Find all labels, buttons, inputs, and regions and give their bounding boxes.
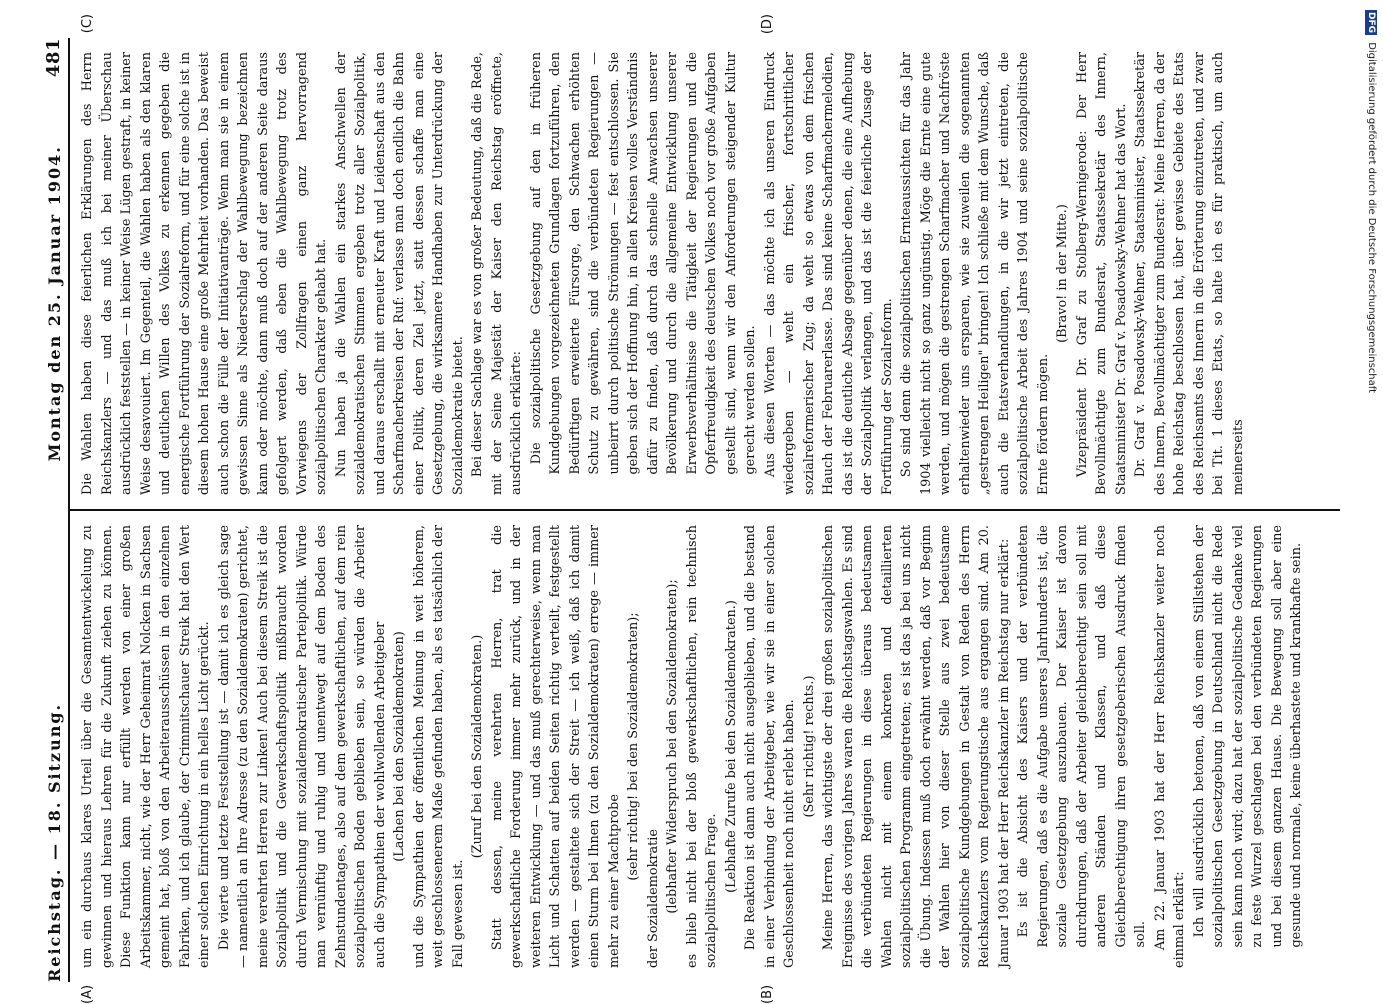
left-column [70,511,1340,982]
paragraph: So sind denn die sozialpolitischen Ernteaussichten für das Jahr 1904 vielleicht nicht so ganz ungünstig. Möge die Ernte eine gute werden, und mögen die gestrengen Scharfmacher und Nachfröste erhaltenwieder uns ersparen, wie sie zuweilen die sogenannten „gestrengen Heiligen" bringen! Ich schließe mit dem Wunsche, daß auch die Etatsverhandlungen, in die wir jetzt eintreten, die sozialpolitische Arbeit des Jahres 1904 und seine sozialpolitische Ernte fördern mögen. [899,52,1051,495]
interjection: (sehr richtig! bei den Sozialdemokraten); [626,612,641,881]
page-number: 481 [43,37,64,78]
session-date: Montag den 25. Januar 1904. [45,145,64,462]
interjection: (Lebhafte Zurufe bei den Sozialdemokraten.) [723,600,739,893]
paragraph: Die Wahlen haben diese feierlichen Erklärungen des Herrn Reichskanzlers — und das muß ich bei meiner Überschau ausdrücklich feststellen — in keiner Weise Lügen gestraft, in keiner Weise desavouiert. Im Gegenteil, die Wahlen haben als den klaren und deutlichen Willen des Volkes zu erkennen gegeben die energische Fortführung der Sozialreform, und für eine solche ist in diesem hohen Hause eine große Mehrheit vorhanden. Das beweist auch schon die Fülle der Initiativanträge. Wenn man sie in einem gewissen Sinne als Niederschlag der Wahlbewegung bezeichnen kann oder möchte, dann muß doch auf der anderen Seite daraus gefolgert werden, daß eben die Wahlbewegung trotz des Vorwiegens der Zollfragen einen ganz hervorragend sozialpolitischen Charakter gehabt hat. [80,52,329,495]
interjection: (Zuruf bei den Sozialdemokraten.) [470,634,485,859]
paragraph: der Sozialdemokratie [645,829,661,968]
paragraph: Statt dessen, meine verehrten Herren, trat die gewerkschaftliche Forderung immer mehr zurück, und in der weiteren Entwicklung — und das muß gerechterweise, wenn man Licht und Schatten auf beiden Seiten richtig verteilt, festgestellt werden — gestaltete sich der Streit — ich weiß, daß ich damit einen Sturm bei Ihnen (zu den Sozialdemokraten) errege — immer mehr zu einer Machtprobe [489,525,622,968]
paragraph: Dr. Graf v. Posadowsky-Wehner, Staatsminister, Staatssekretär des Innern, Bevollmächtigter zum Bundesrat: Meine Herren, da der hohe Reichstag beschlossen hat, über gewisse Gebiete des Etats des Reichsamts des Innern in die Erörterung einzutreten, und zwar bei Tit. 1 dieses Etats, so halte ich es für praktisch, um auch meinerseits [1133,52,1246,495]
paragraph: Vizepräsident Dr. Graf zu Stolberg-Wernigerode: Der Herr Bevollmächtigte zum Bundesrat, Staatssekretär des Innern, Staatsminister Dr. Graf v. Posadowsky-Wehner hat das Wort. [1074,52,1129,495]
digitization-credit [1355,10,1377,790]
interjection: (Lachen bei den Sozialdemokraten) [392,631,407,862]
text-columns [70,14,1340,1004]
paragraph: Meine Herren, das wichtigste der drei großen sozialpolitischen Ereignisse des vorigen Jahres waren die Reichstagswahlen. Es sind die verbündeten Regierungen in diese überaus bedeutsamen Wahlen nicht mit einem konkreten und detaillierten sozialpolitischen Programm eingetreten; es ist das ja bei uns nicht die Übung. Indessen muß doch erwähnt werden, daß vor Beginn der Wahlen hier von dieser Stelle aus zwei bedeutsame sozialpolitische Kundgebungen in Gestalt von Reden des Herrn Reichskanzlers vom Regierungstische aus ergangen sind. Am 20. Januar 1903 hat der Herr Reichskanzler im Reichstag nur erklärt: [821,525,1012,968]
margin-marker-a: (A) [80,984,95,1004]
dfg-logo: DFG [1366,12,1376,34]
margin-marker-b: (B) [760,984,775,1004]
digitization-credit-text: Digitalisierung gefördert durch die Deutsche Forschungsgemeinschaft [1366,42,1377,394]
newspaper-page [30,14,1350,1004]
interjection: (Sehr richtig! rechts.) [801,675,817,818]
paragraph: Bei dieser Sachlage war es von großer Bedeutung, daß die Rede, mit der Seine Majestät der Kaiser den Reichstag eröffnete, ausdrücklich erklärte: [470,52,524,495]
quotation: Es ist die Absicht des Kaisers und der verbündeten Regierungen, daß es die Aufgabe unseres Jahrhunderts ist, die soziale Gesetzgebung auszubauen. Der Kaiser ist davon durchdrungen, daß der Arbeiter gleichberechtigt sein soll mit anderen Ständen und Klassen, und daß diese Gleichberechtigung ihren gesetzgeberischen Ausdruck finden soll. [1016,525,1148,948]
interjection: (lebhafter Widerspruch bei den Sozialdemokraten); [665,579,680,914]
paragraph: und die Sympathien der öffentlichen Meinung in weit höherem, weit geschlossenerem Maße gefunden haben, als es tatsächlich der Fall gewesen ist. [411,525,466,968]
margin-marker-d: (D) [760,14,775,35]
paragraph: es blieb nicht bei der bloß gewerkschaftlichen, rein technisch sozialpolitischen Frage. [684,525,719,968]
page-header [30,38,64,982]
interjection: (Bravo! in der Mitte.) [1055,204,1070,343]
margin-marker-c: (C) [80,14,95,34]
paragraph: Nun haben ja die Wahlen ein starkes Anschwellen der sozialdemokratischen Stimmen ergeben trotz aller Sozialpolitik, und daraus erschallt mit erneuter Kraft und Leidenschaft aus den Scharfmacherkreisen der Ruf: verlasse man doch endlich die Bahn einer Politik, deren Ziel jetzt, statt dessen schaffe man eine Gesetzgebung, die wirksamere Handhaben zur Unterdrückung der Sozialdemokratie bietet. [333,52,466,495]
right-column [70,38,1340,511]
paragraph: um ein durchaus klares Urteil über die Gesamtentwickelung zu gewinnen und hieraus Lehren für die Zukunft ziehen zu können. Diese Funktion kann nur erfüllt werden von einer großen Arbeitskammer, nicht, wie der Herr Geheimrat Nolcken in Sachsen gemeint hat, bloß von den Arbeiterausschüssen in den einzelnen Fabriken, und ich glaube, der Crimmitschauer Streik hat den Wert einer solchen Einrichtung in ein helles Licht gerückt. [80,525,212,968]
quotation: Ich will ausdrücklich betonen, daß von einem Stillstehen der sozialpolitischen Gesetzgebung in Deutschland nicht die Rede sein kann noch wird; dazu hat der sozialpolitische Gedanke viel zu feste Wurzel geschlagen bei den verbündeten Regierungen und bei diesem ganzen Hause. Die Bewegung soll aber eine gesunde und normale, keine überhastete und krankhafte sein. [1191,525,1304,948]
session-title: Reichstag. — 18. Sitzung. [45,702,64,982]
paragraph: Aus diesen Worten — das möchte ich als unseren Eindruck wiedergeben — weht ein frischer, fortschrittlicher sozialreformerischer Zug; da weht so etwas von dem frischen Hauch der Februarerlasse. Das sind keine Scharfmachermelodien, das ist die deutliche Absage gegenüber denen, die eine Aufhebung der Sozialpolitik verlangen, und das ist die feierliche Zusage der Fortführung der Sozialreform. [762,52,895,495]
paragraph: Die Reaktion ist dann auch nicht ausgeblieben, und die bestand in einer Verbindung der Arbeitgeber, wie wir sie in einer solchen Geschlossenheit noch nicht erlebt haben. [743,525,797,968]
paragraph: Am 22. Januar 1903 hat der Herr Reichskanzler weiter noch einmal erklärt: [1152,525,1187,968]
quotation: Die sozialpolitische Gesetzgebung auf den in früheren Kundgebungen vorgezeichneten Grundlagen fortzuführen, den Bedürftigen erweiterte Fürsorge, den Schwachen erhöhten Schutz zu gewähren, sind die verbündeten Regierungen — unbeirrt durch politische Strömungen — fest entschlossen. Sie geben sich der Hoffnung hin, in allen Kreisen volles Verständnis dafür zu finden, daß durch das schnelle Anwachsen unserer Bevölkerung und durch die allgemeine Entwicklung unserer Erwerbsverhältnisse die Tätigkeit der Regierungen und die Opferfreudigkeit des deutschen Volkes noch vor große Aufgaben gestellt sind, wenn wir den Anforderungen steigender Kultur gerecht werden sollen. [528,52,758,475]
paragraph: Die vierte und letzte Feststellung ist — damit ich es gleich sage — namentlich an Ihre Adresse (zu den Sozialdemokraten) gerichtet, meine verehrten Herren zur Linken! Auch bei diesem Streik ist die Sozialpolitik und die Gewerkschaftspolitik mißbraucht worden durch Vermischung mit sozialdemokratischer Parteipolitik. Würde man vernünftig und ruhig und unentwegt auf dem Boden des Zehnstundentages, also auf dem gewerkschaftlichen, auf dem rein sozialpolitischen Boden geblieben sein, so würden die Arbeiter auch die Sympathien der wohlwollenden Arbeitgeber [216,525,388,968]
